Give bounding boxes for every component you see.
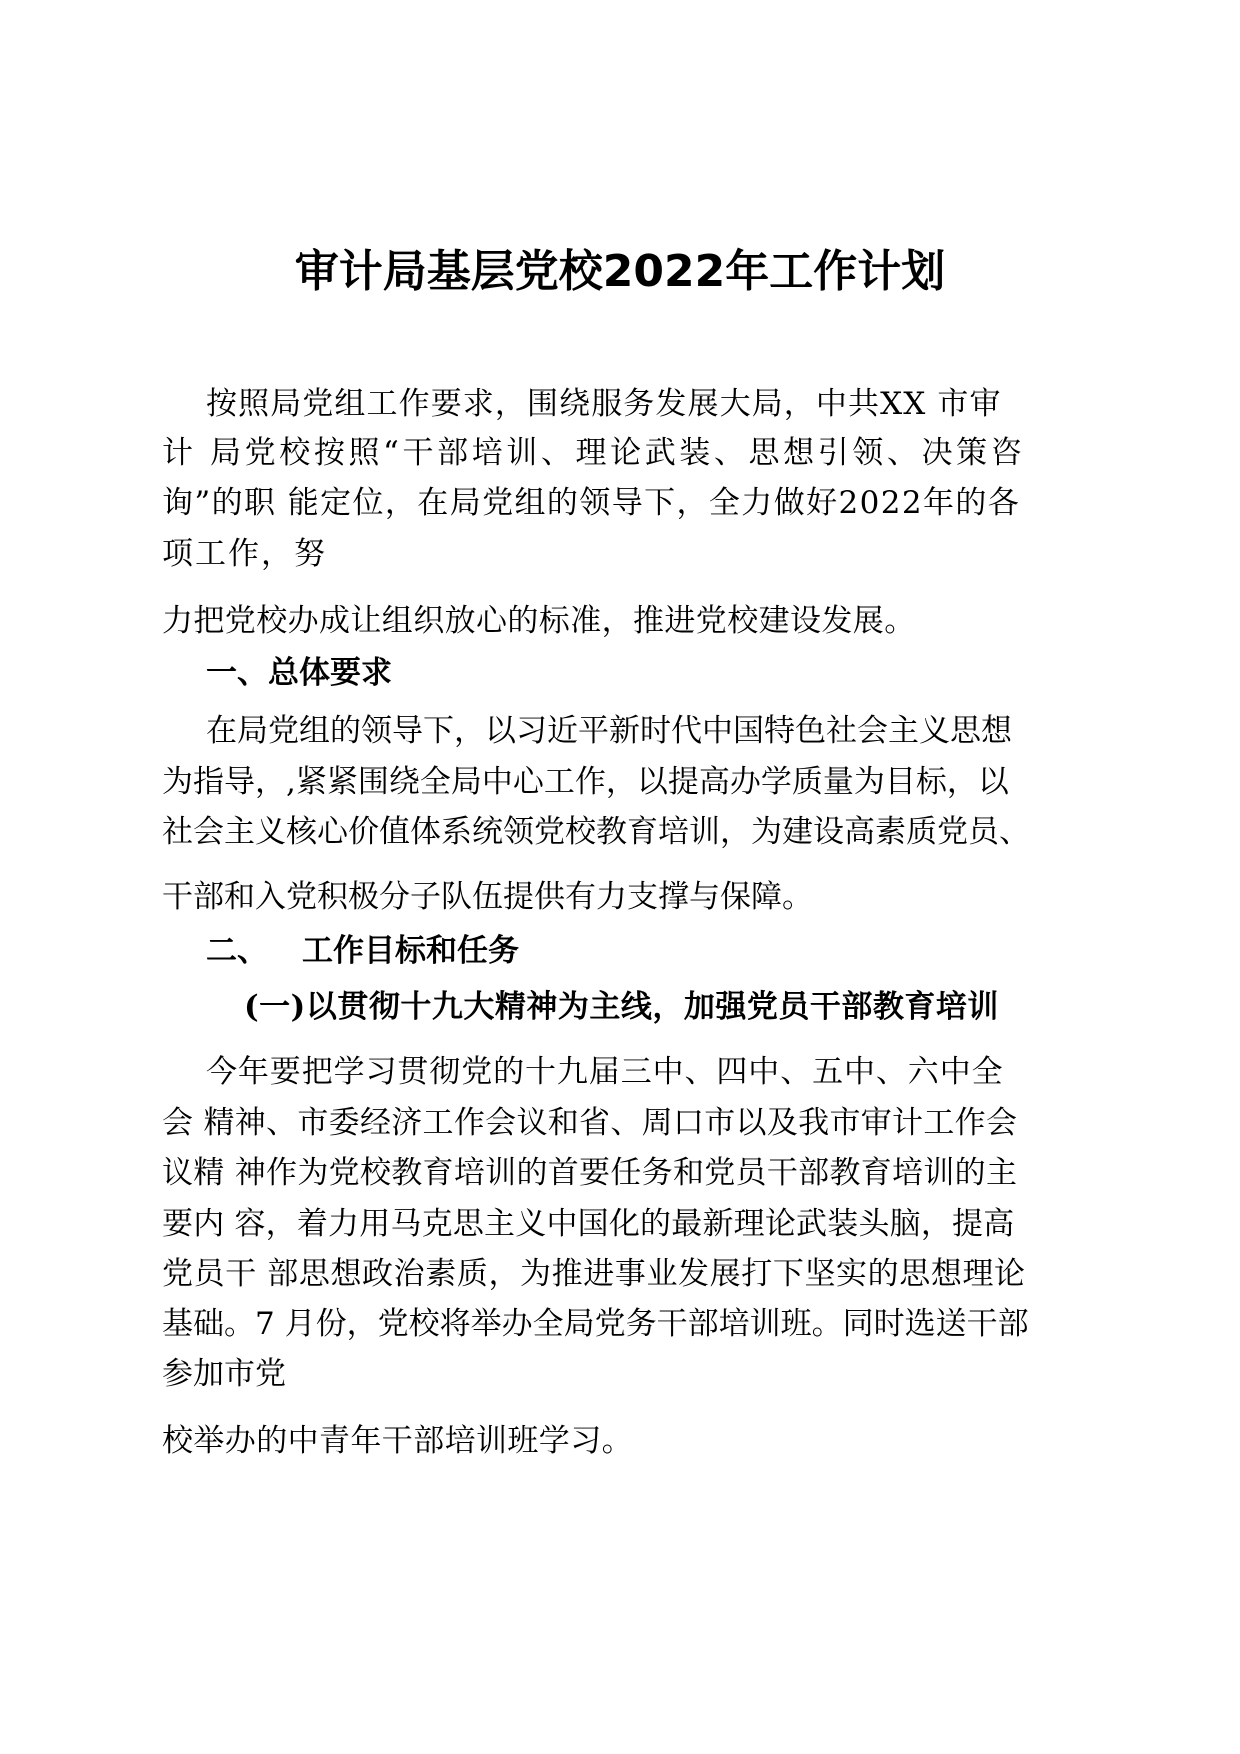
paragraph-line: 为指导，,紧紧围绕全局中心工作，以提高办学质量为目标，以	[162, 764, 1009, 800]
paragraph-line: 项工作，努	[162, 536, 327, 572]
paragraph-line: 参加市党	[162, 1356, 286, 1392]
paragraph-line: 在局党组的领导下，以习近平新时代中国特色社会主义思想	[206, 713, 1012, 749]
section-heading: 工作目标和任务	[302, 933, 519, 969]
section-heading: 一、总体要求	[206, 655, 392, 691]
paragraph-line: 力把党校办成让组织放心的标准，推进党校建设发展。	[162, 603, 916, 639]
paragraph-line: 校举办的中青年干部培训班学习。	[162, 1423, 633, 1459]
paragraph-line: 党员干 部思想政治素质，为推进事业发展打下坚实的思想理论	[162, 1256, 1026, 1292]
subsection-heading: (一)以贯彻十九大精神为主线，加强党员干部教育培训	[244, 989, 999, 1025]
paragraph-line: 基础。7 月份，党校将举办全局党务干部培训班。同时选送干部	[162, 1306, 1029, 1342]
paragraph-line: 今年要把学习贯彻党的十九届三中、四中、五中、六中全	[206, 1054, 1004, 1090]
paragraph-line: 社会主义核心价值体系统领党校教育培训，为建设高素质党员、	[162, 814, 1030, 850]
paragraph-line: 议精 神作为党校教育培训的首要任务和党员干部教育培训的主	[162, 1155, 1018, 1191]
paragraph-line: 干部和入党积极分子队伍提供有力支撑与保障。	[162, 879, 813, 915]
paragraph-line: 询”的职 能定位，在局党组的领导下，全力做好2022年的各	[162, 485, 1021, 521]
paragraph-line: 要内 容，着力用马克思主义中国化的最新理论武装头脑，提高	[162, 1206, 1015, 1242]
paragraph-line: 按照局党组工作要求，围绕服务发展大局，中共XX 市审	[206, 386, 1002, 422]
paragraph-line: 会 精神、市委经济工作会议和省、周口市以及我市审计工作会	[162, 1105, 1018, 1141]
section-heading-number: 二、	[206, 933, 268, 969]
paragraph-line: 计 局党校按照“干部培训、理论武装、思想引领、决策咨	[162, 435, 1026, 471]
document-title: 审计局基层党校2022年工作计划	[294, 246, 946, 297]
